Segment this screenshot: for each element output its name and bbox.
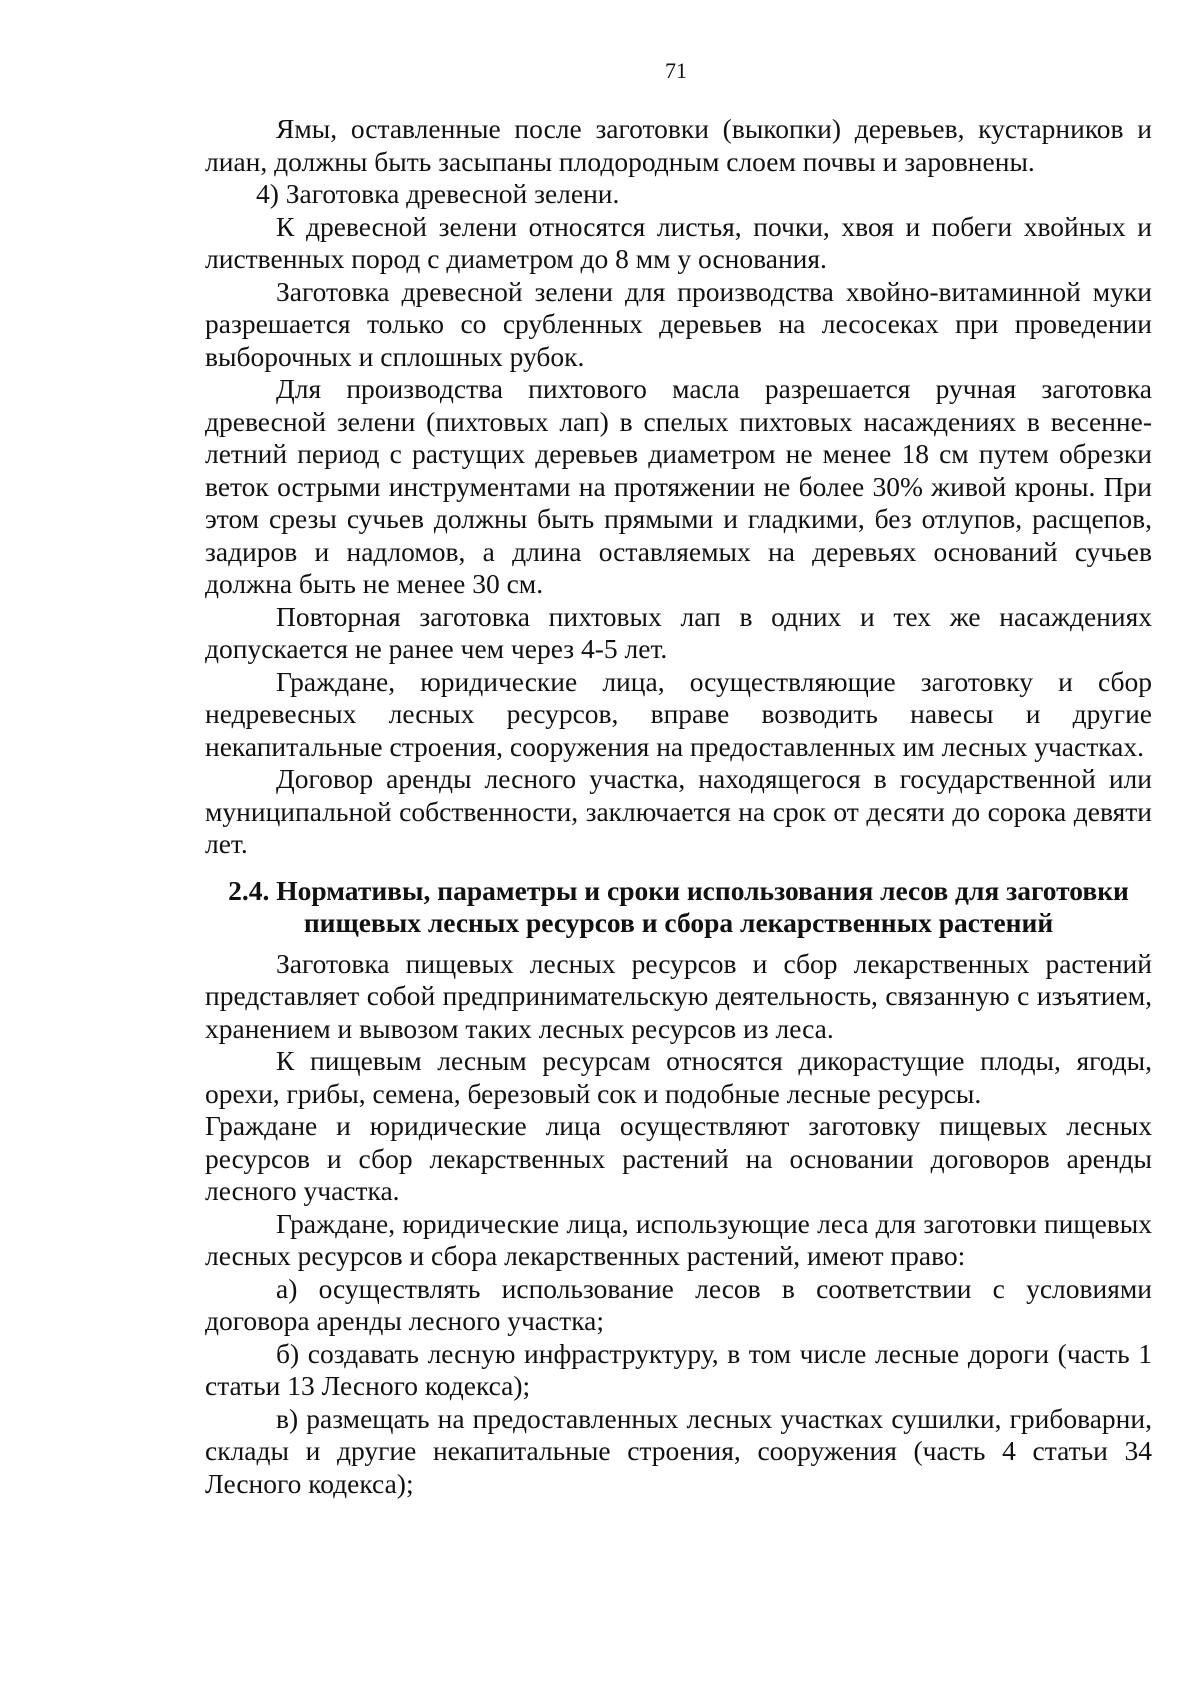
paragraph: Повторная заготовка пихтовых лап в одних и тех же насаждениях допускается не ранее чем через 4-5 лет. — [205, 600, 1152, 664]
list-item-b: б) создавать лесную инфраструктуру, в том числе лесные дороги (часть 1 статьи 13 Лесного кодекса); — [205, 1337, 1152, 1401]
paragraph: Граждане, юридические лица, использующие леса для заготовки пищевых лесных ресурсов и сбора лекарственных растений, имеют право: — [205, 1207, 1152, 1271]
page-number: 71 — [665, 58, 687, 83]
paragraph: Заготовка древесной зелени для производства хвойно-витаминной муки разрешается только со срубленных деревьев на лесосеках при проведении выборочных и сплошных рубок. — [205, 275, 1152, 372]
section-heading — [205, 875, 1152, 940]
list-item-4: 4) Заготовка древесной зелени. — [256, 178, 620, 209]
paragraph: Граждане и юридические лица осуществляют заготовку пищевых лесных ресурсов и сбор лекарственных растений на основании договоров аренды лесного участка. — [205, 1110, 1152, 1206]
section-heading-line-1: 2.4. Нормативы, параметры и сроки использования лесов для заготовки — [228, 874, 1129, 906]
paragraph: Для производства пихтового масла разрешается ручная заготовка древесной зелени (пихтовых лап) в спелых пихтовых насаждениях в весенне-летний период с растущих деревьев диаметром не менее 18 см путем обрезки веток острыми инструментами на протяжении не более 30% живой кроны. При этом срезы сучьев должны быть прямыми и гладкими, без отлупов, расщепов, задиров и надломов, а длина оставляемых на деревьях оснований сучьев должна быть не менее 30 см. — [205, 373, 1152, 599]
paragraph: Ямы, оставленные после заготовки (выкопки) деревьев, кустарников и лиан, должны быть засыпаны плодородным слоем почвы и заровнены. — [205, 113, 1152, 177]
document-body — [205, 113, 1152, 1500]
paragraph: Договор аренды лесного участка, находящегося в государственной или муниципальной собственности, заключается на срок от десяти до сорока девяти лет. — [205, 763, 1152, 859]
paragraphs-after-heading — [205, 948, 1152, 1501]
paragraph: Заготовка пищевых лесных ресурсов и сбор лекарственных растений представляет собой предпринимательскую деятельность, связанную с изъятием, хранением и вывозом таких лесных ресурсов из леса. — [205, 947, 1152, 1044]
paragraph: Граждане, юридические лица, осуществляющие заготовку и сбор недревесных лесных ресурсов, вправе возводить навесы и другие некапитальные строения, сооружения на предоставленных им лесных участках. — [205, 665, 1152, 762]
list-item-a: а) осуществлять использование лесов в соответствии с условиями договора аренды лесного участка; — [205, 1272, 1152, 1336]
paragraph: К древесной зелени относятся листья, почки, хвоя и побеги хвойных и лиственных пород с диаметром до 8 мм у основания. — [205, 210, 1152, 274]
section-heading-line-2: пищевых лесных ресурсов и сбора лекарственных растений — [303, 907, 1054, 938]
list-item-c: в) размещать на предоставленных лесных участках сушилки, грибоварни, склады и другие некапитальные строения, сооружения (часть 4 статьи 34 Лесного кодекса); — [205, 1402, 1152, 1499]
paragraphs-before-heading — [205, 113, 1152, 861]
paragraph: К пищевым лесным ресурсам относятся дикорастущие плоды, ягоды, орехи, грибы, семена, березовый сок и подобные лесные ресурсы. — [205, 1045, 1152, 1109]
